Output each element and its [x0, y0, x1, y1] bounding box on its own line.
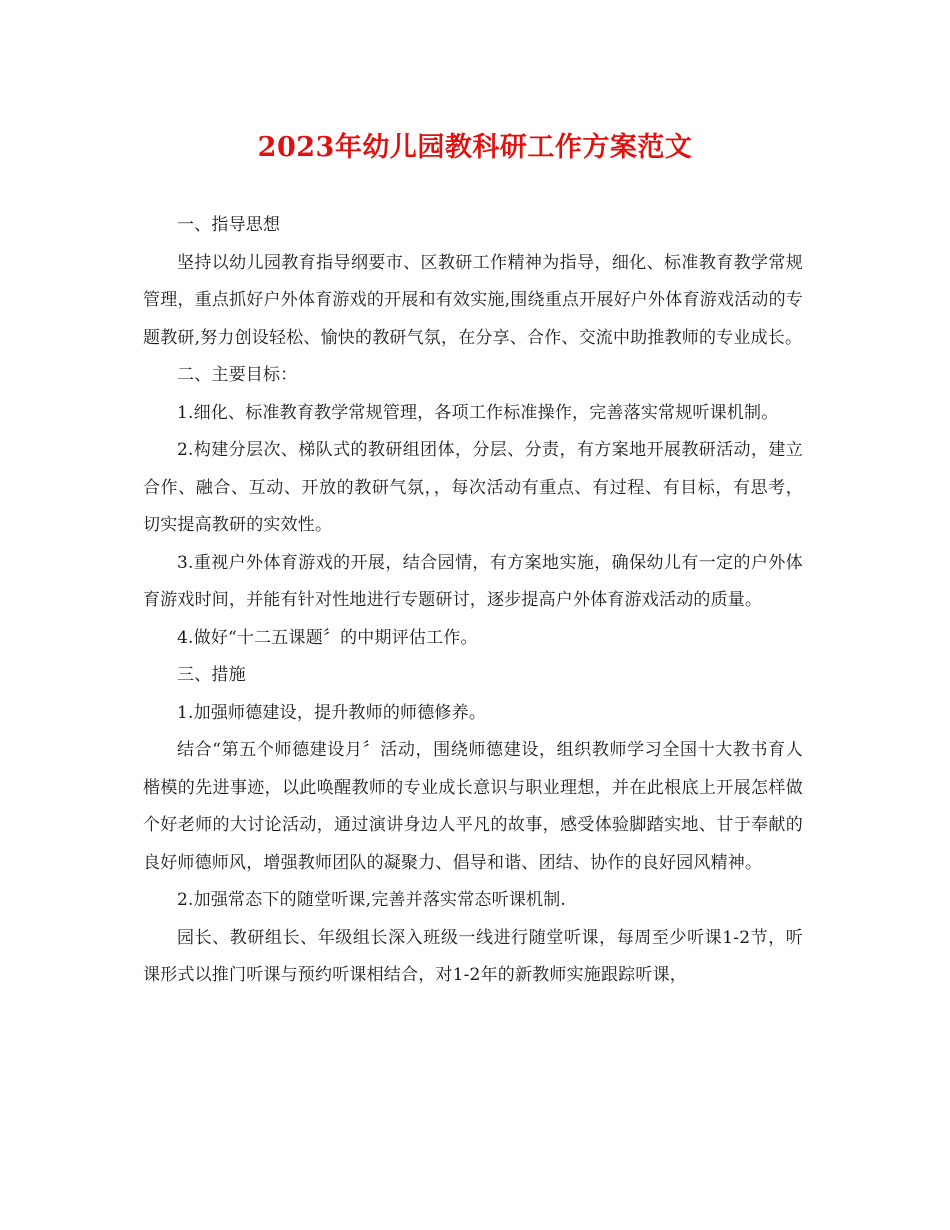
goal-item: 4.做好“十二五课题〞的中期评估工作。	[177, 627, 478, 648]
document-title: 2023年幼儿园教科研工作方案范文	[257, 132, 693, 163]
goal-item: 3.重视户外体育游戏的开展，结合园情，有方案地实施，确保幼儿有一定的户外体育游戏时间，并能有针对性地进行专题研讨，逐步提高户外体育游戏活动的质量。	[143, 552, 803, 610]
goal-item: 2.构建分层次、梯队式的教研组团体，分层、分责，有方案地开展教研活动，建立合作、融合、互动、开放的教研气氛，，每次活动有重点、有过程、有目标，有思考，切实提高教研的实效性。	[143, 440, 803, 535]
section-heading-measures: 三、措施	[177, 665, 246, 685]
measure-item: 2.加强常态下的随堂听课,完善并落实常态听课机制.	[177, 890, 567, 910]
goal-item: 1.细化、标准教育教学常规管理，各项工作标准操作，完善落实常规听课机制。	[177, 402, 779, 423]
paragraph: 园长、教研组长、年级组长深入班级一线进行随堂听课，每周至少听课1-2节，听课形式以推门听课与预约听课相结合，对1-2年的新教师实施跟踪听课，	[143, 927, 803, 985]
document-body	[143, 207, 803, 995]
section-heading-main-goals: 二、主要目标：	[177, 365, 298, 385]
paragraph: 坚持以幼儿园教育指导纲要市、区教研工作精神为指导，细化、标准教育教学常规管理，重点抓好户外体育游戏的开展和有效实施,围绕重点开展好户外体育游戏活动的专题教研,努力创设轻松、愉快的教研气氛，在分享、合作、交流中助推教师的专业成长。	[143, 252, 803, 348]
paragraph: 结合“第五个师德建设月〞活动，围绕师德建设，组织教师学习全国十大教书育人楷模的先进事迹，以此唤醒教师的专业成长意识与职业理想，并在此根底上开展怎样做个好老师的大讨论活动，通过演讲身边人平凡的故事，感受体验脚踏实地、甘于奉献的良好师德师风，增强教师团队的凝聚力、倡导和谐、团结、协作的良好园风精神。	[143, 740, 803, 873]
section-heading-guiding-ideology: 一、指导思想	[177, 215, 281, 235]
measure-item: 1.加强师德建设，提升教师的师德修养。	[177, 702, 487, 723]
